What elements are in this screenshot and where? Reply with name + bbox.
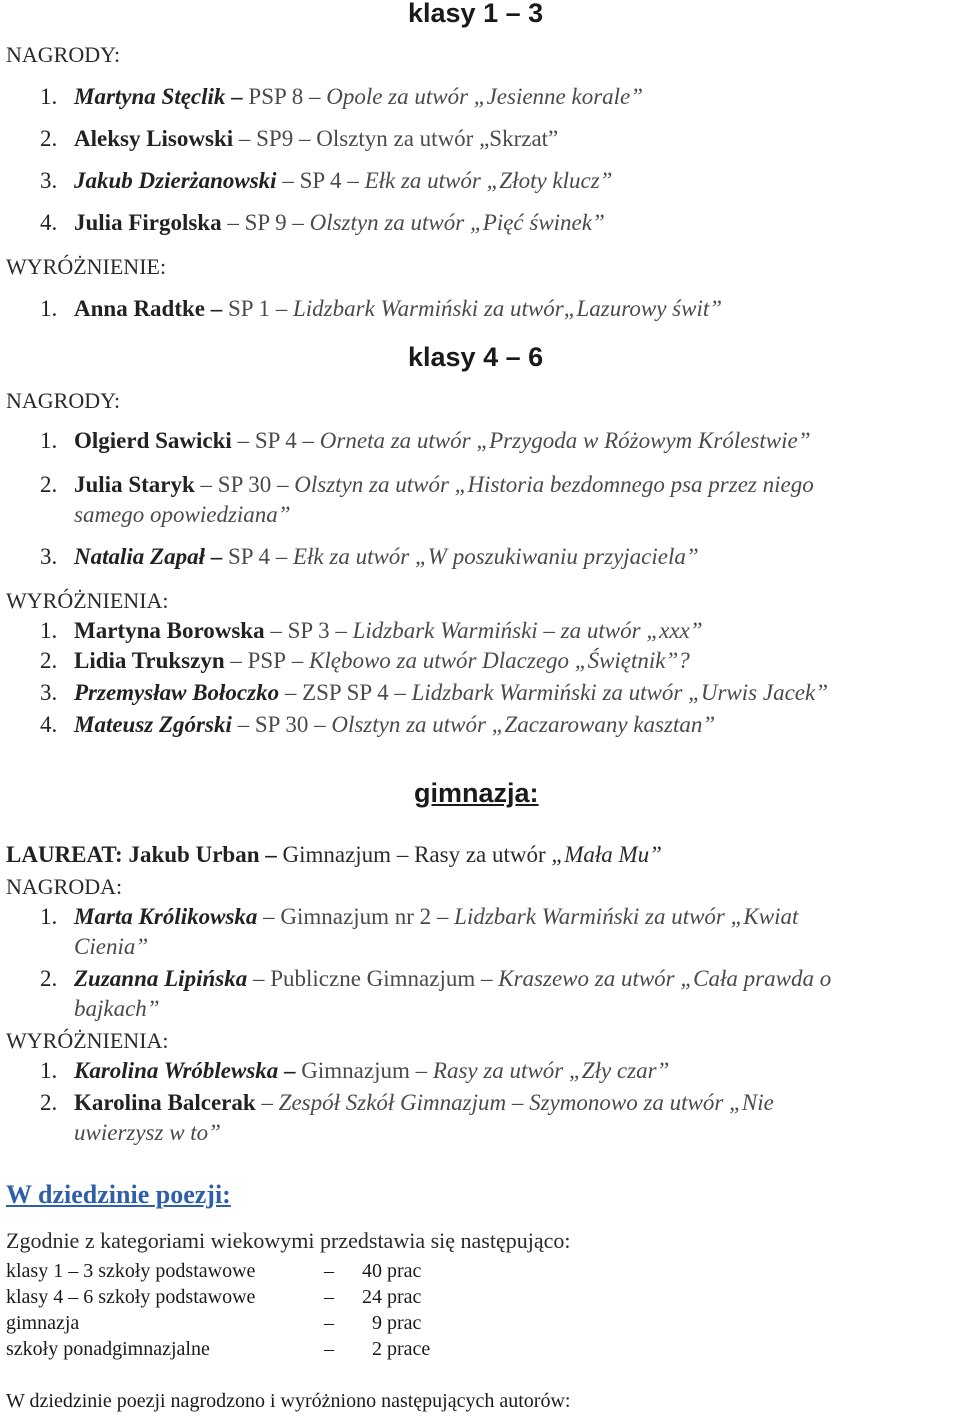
winner-name: Aleksy Lisowski	[74, 126, 234, 151]
school: SP 1	[228, 296, 270, 321]
stats-dash: –	[324, 1260, 334, 1282]
label-wyroznienie: WYRÓŻNIENIE:	[6, 254, 167, 279]
entry-details: – Lidzbark Warmiński za utwór„Lazurowy świt”	[270, 296, 723, 321]
entry-details: – Orneta za utwór „Przygoda w Różowym Królestwie”	[296, 428, 811, 453]
label-wyroznienia: WYRÓŻNIENIA:	[6, 588, 169, 613]
poetry-intro: Zgodnie z kategoriami wiekowymi przedstawia się następująco:	[6, 1228, 571, 1253]
winner-name: Martyna Borowska	[74, 618, 265, 643]
winner-name: Karolina Balcerak	[74, 1090, 256, 1115]
list-item: 1. Anna Radtke – SP 1 – Lidzbark Warmiński za utwór„Lazurowy świt”	[40, 296, 723, 321]
school: Gimnazjum	[301, 1058, 410, 1083]
list-item: 1. Marta Królikowska – Gimnazjum nr 2 – Lidzbark Warmiński za utwór „Kwiat	[40, 904, 799, 929]
list-item: 3. Przemysław Bołoczko – ZSP SP 4 – Lidzbark Warmiński za utwór „Urwis Jacek”	[40, 680, 828, 705]
school: Gimnazjum nr 2	[280, 904, 432, 929]
winner-name: Julia Firgolska	[74, 210, 222, 235]
entry-details: – Klębowo za utwór Dlaczego „Świętnik”?	[286, 648, 690, 673]
list-item: 3. Natalia Zapał – SP 4 – Ełk za utwór „W poszukiwaniu przyjaciela”	[40, 544, 699, 569]
stats-category: szkoły ponadgimnazjalne	[6, 1338, 210, 1360]
stats-dash: –	[324, 1312, 334, 1334]
school: Publiczne Gimnazjum	[270, 966, 476, 991]
list-item: 2. Aleksy Lisowski – SP9 – Olsztyn za utwór „Skrzat”	[40, 126, 559, 151]
winner-name: Martyna Stęclik	[74, 84, 226, 109]
stats-category: klasy 4 – 6 szkoły podstawowe	[6, 1286, 256, 1308]
entry-details: – Olsztyn za utwór „Zaczarowany kasztan”	[308, 712, 716, 737]
entry-details: – Lidzbark Warmiński – za utwór „xxx”	[329, 618, 703, 643]
list-item: 4. Mateusz Zgórski – SP 30 – Olsztyn za utwór „Zaczarowany kasztan”	[40, 712, 716, 737]
list-item: 2. Zuzanna Lipińska – Publiczne Gimnazjum – Kraszewo za utwór „Cała prawda o	[40, 966, 832, 991]
label-nagroda: NAGRODA:	[6, 874, 123, 899]
stats-dash: –	[324, 1286, 334, 1308]
list-item: 1. Olgierd Sawicki – SP 4 – Orneta za utwór „Przygoda w Różowym Królestwie”	[40, 428, 811, 453]
entry-details: – Olsztyn za utwór „Skrzat”	[293, 126, 559, 151]
winner-name: Olgierd Sawicki	[74, 428, 232, 453]
winner-name: Natalia Zapał	[74, 544, 205, 569]
entry-details: – Opole za utwór „Jesienne korale”	[303, 84, 644, 109]
winner-name: Przemysław Bołoczko	[74, 680, 280, 705]
list-item: 4. Julia Firgolska – SP 9 – Olsztyn za utwór „Pięć świnek”	[40, 210, 605, 235]
stats-count: 40 prac	[362, 1260, 422, 1282]
stats-count: 9 prac	[372, 1312, 422, 1334]
label-nagrody: NAGRODY:	[6, 388, 121, 413]
winner-name: Marta Królikowska	[74, 904, 258, 929]
school: ZSP SP 4	[302, 680, 389, 705]
entry-details: – Lidzbark Warmiński za utwór „Urwis Jacek”	[388, 680, 828, 705]
school: SP 3	[287, 618, 330, 643]
winner-name: Mateusz Zgórski	[74, 712, 232, 737]
poetry-footer: W dziedzinie poezji nagrodzono i wyróżniono następujących autorów:	[6, 1390, 571, 1412]
entry-details: – Olsztyn za utwór „Historia bezdomnego psa przez niego	[271, 472, 814, 497]
list-item: 2. Lidia Trukszyn – PSP – Klębowo za utwór Dlaczego „Świętnik”?	[40, 648, 690, 673]
stats-dash: –	[324, 1338, 334, 1360]
school: SP9	[256, 126, 294, 151]
section-heading-klasy-4-6: klasy 4 – 6	[408, 342, 544, 372]
winner-name: Anna Radtke	[74, 296, 206, 321]
stats-category: gimnazja	[6, 1312, 80, 1334]
entry-details: – Ełk za utwór „W poszukiwaniu przyjaciela”	[269, 544, 699, 569]
entry-details: – Kraszewo za utwór „Cała prawda o	[475, 966, 832, 991]
list-item: 1. Martyna Stęclik – PSP 8 – Opole za utwór „Jesienne korale”	[40, 84, 644, 109]
school: Gimnazjum – Rasy za utwór	[282, 842, 546, 867]
entry-details: – Rasy za utwór „Zły czar”	[409, 1058, 670, 1083]
list-item: 3. Jakub Dzierżanowski – SP 4 – Ełk za utwór „Złoty klucz”	[40, 168, 613, 193]
school: SP 9	[244, 210, 287, 235]
winner-name: Karolina Wróblewska	[74, 1058, 279, 1083]
list-item: 1. Karolina Wróblewska – Gimnazjum – Rasy za utwór „Zły czar”	[40, 1058, 670, 1083]
entry-details: – Ełk za utwór „Złoty klucz”	[341, 168, 613, 193]
laureat-line: LAUREAT: Jakub Urban – Gimnazjum – Rasy za utwór „Mała Mu”	[6, 842, 662, 867]
school: SP 30	[254, 712, 309, 737]
stats-category: klasy 1 – 3 szkoły podstawowe	[6, 1260, 256, 1282]
list-item: 2. Karolina Balcerak – Zespół Szkół Gimnazjum – Szymonowo za utwór „Nie	[40, 1090, 774, 1115]
entry-details: – Olsztyn za utwór „Pięć świnek”	[286, 210, 605, 235]
winner-name: Julia Staryk	[74, 472, 195, 497]
section-heading-klasy-1-3: klasy 1 – 3	[408, 0, 544, 28]
school: SP 4	[254, 428, 297, 453]
entry-title: „Mała Mu”	[545, 842, 662, 867]
poetry-heading: W dziedzinie poezji:	[6, 1180, 231, 1209]
winner-name: Zuzanna Lipińska	[74, 966, 248, 991]
label-wyroznienia: WYRÓŻNIENIA:	[6, 1028, 169, 1053]
school: PSP	[247, 648, 286, 673]
school: SP 4	[299, 168, 342, 193]
school: PSP 8	[248, 84, 304, 109]
label-nagrody: NAGRODY:	[6, 42, 121, 67]
entry-details: – Lidzbark Warmiński za utwór „Kwiat	[431, 904, 799, 929]
stats-count: 24 prac	[362, 1286, 422, 1308]
entry-details: – Szymonowo za utwór „Nie	[506, 1090, 774, 1115]
stats-count: 2 prace	[372, 1338, 431, 1360]
winner-name: Jakub Dzierżanowski	[74, 168, 277, 193]
school: SP 4	[227, 544, 270, 569]
list-item: 1. Martyna Borowska – SP 3 – Lidzbark Warmiński – za utwór „xxx”	[40, 618, 703, 643]
winner-name: Lidia Trukszyn	[74, 648, 225, 673]
school: SP 30	[217, 472, 272, 497]
section-heading-gimnazja: gimnazja:	[414, 778, 539, 808]
school: Zespół Szkół Gimnazjum	[278, 1090, 507, 1115]
list-item: 2. Julia Staryk – SP 30 – Olsztyn za utwór „Historia bezdomnego psa przez niego	[40, 472, 814, 497]
laureat-name: LAUREAT: Jakub Urban	[6, 842, 260, 867]
